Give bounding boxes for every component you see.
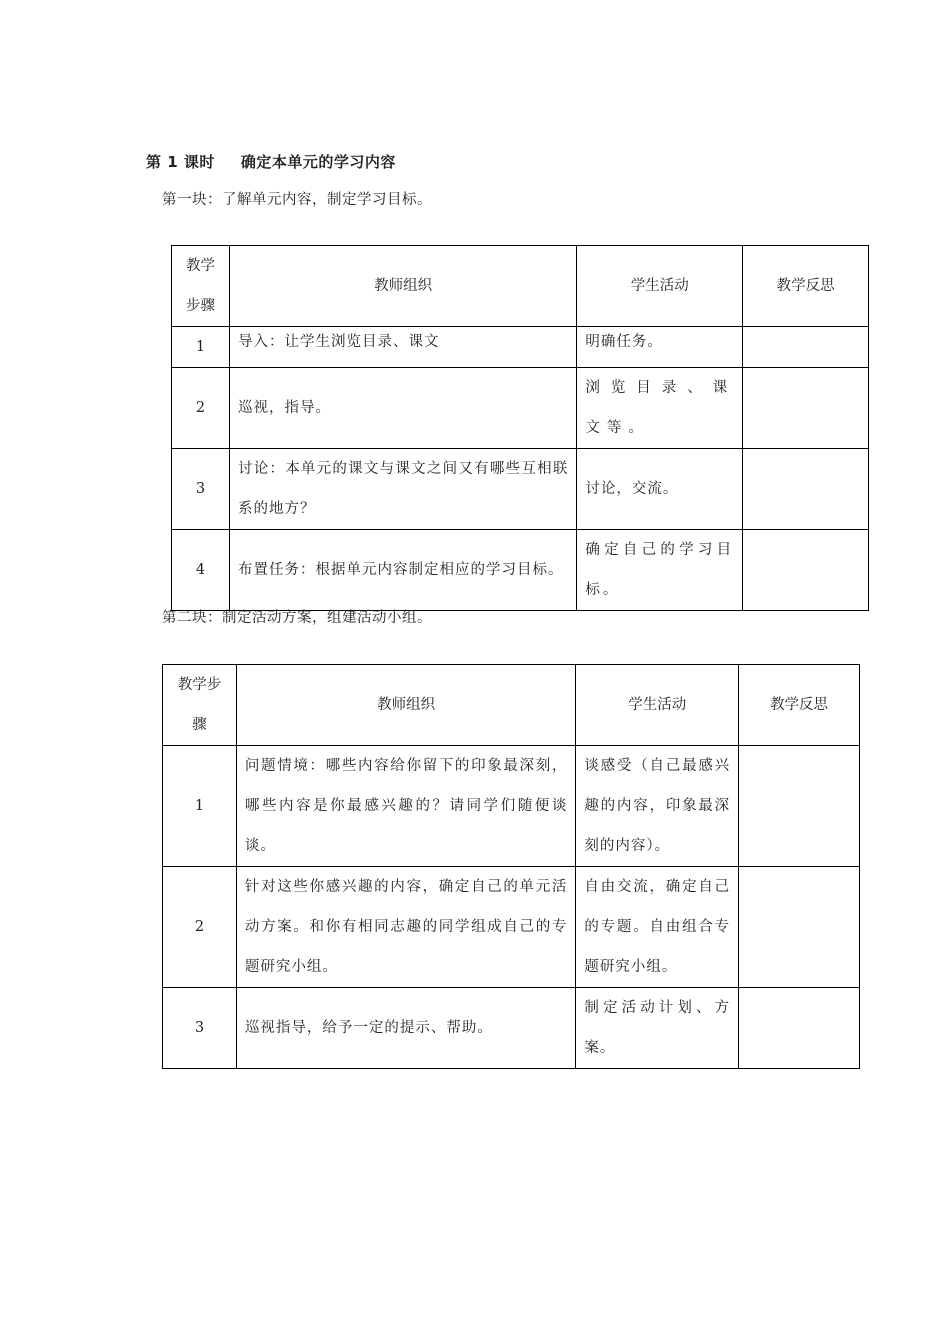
header-student: 学生活动 — [576, 665, 739, 746]
cell-teacher: 针对这些你感兴趣的内容，确定自己的单元活动方案。和你有相同志趣的同学组成自己的专题研究小组。 — [236, 867, 575, 988]
cell-reflection — [743, 368, 869, 449]
header-step: 教学步骤 — [172, 246, 230, 327]
block1-table — [171, 245, 869, 611]
header-student: 学生活动 — [577, 246, 743, 327]
block2-heading: 第二块：制定活动方案，组建活动小组。 — [162, 610, 432, 626]
header-teacher: 教师组织 — [229, 246, 576, 327]
cell-student: 谈感受（自己最感兴趣的内容，印象最深刻的内容）。 — [576, 746, 739, 867]
lesson-title — [146, 151, 396, 172]
cell-step: 3 — [163, 988, 237, 1069]
cell-student: 讨论，交流。 — [577, 449, 743, 530]
block2-table — [162, 664, 860, 1069]
cell-reflection — [743, 530, 869, 611]
cell-student: 明确任务。 — [577, 327, 743, 368]
table-row — [172, 449, 869, 530]
cell-student: 自由交流，确定自己的专题。自由组合专题研究小组。 — [576, 867, 739, 988]
table-row — [163, 988, 860, 1069]
table-header-row — [163, 665, 860, 746]
cell-step: 2 — [172, 368, 230, 449]
table-row — [172, 327, 869, 368]
cell-reflection — [739, 746, 860, 867]
lesson-topic: 确定本单元的学习内容 — [240, 153, 396, 171]
cell-step: 4 — [172, 530, 230, 611]
cell-step: 1 — [172, 327, 230, 368]
table-row — [163, 867, 860, 988]
table-header-row — [172, 246, 869, 327]
cell-teacher: 讨论：本单元的课文与课文之间又有哪些互相联系的地方？ — [229, 449, 576, 530]
lesson-number: 第 1 课时 — [146, 153, 215, 171]
table-row — [172, 530, 869, 611]
cell-student: 确定自己的学习目标。 — [577, 530, 743, 611]
header-reflection: 教学反思 — [739, 665, 860, 746]
block1-heading: 第一块：了解单元内容，制定学习目标。 — [162, 192, 432, 208]
cell-teacher: 布置任务：根据单元内容制定相应的学习目标。 — [229, 530, 576, 611]
cell-teacher: 问题情境：哪些内容给你留下的印象最深刻，哪些内容是你最感兴趣的？请同学们随便谈谈。 — [236, 746, 575, 867]
cell-reflection — [739, 988, 860, 1069]
table-row — [172, 368, 869, 449]
header-step: 教学步骤 — [163, 665, 237, 746]
cell-teacher: 巡视，指导。 — [229, 368, 576, 449]
cell-step: 2 — [163, 867, 237, 988]
cell-teacher: 导入：让学生浏览目录、课文 — [229, 327, 576, 368]
cell-reflection — [743, 449, 869, 530]
cell-teacher: 巡视指导，给予一定的提示、帮助。 — [236, 988, 575, 1069]
cell-step: 3 — [172, 449, 230, 530]
table-row — [163, 746, 860, 867]
header-reflection: 教学反思 — [743, 246, 869, 327]
cell-student: 浏览目录、课文等。 — [577, 368, 743, 449]
cell-step: 1 — [163, 746, 237, 867]
cell-reflection — [739, 867, 860, 988]
cell-reflection — [743, 327, 869, 368]
header-teacher: 教师组织 — [236, 665, 575, 746]
cell-student: 制定活动计划、方案。 — [576, 988, 739, 1069]
